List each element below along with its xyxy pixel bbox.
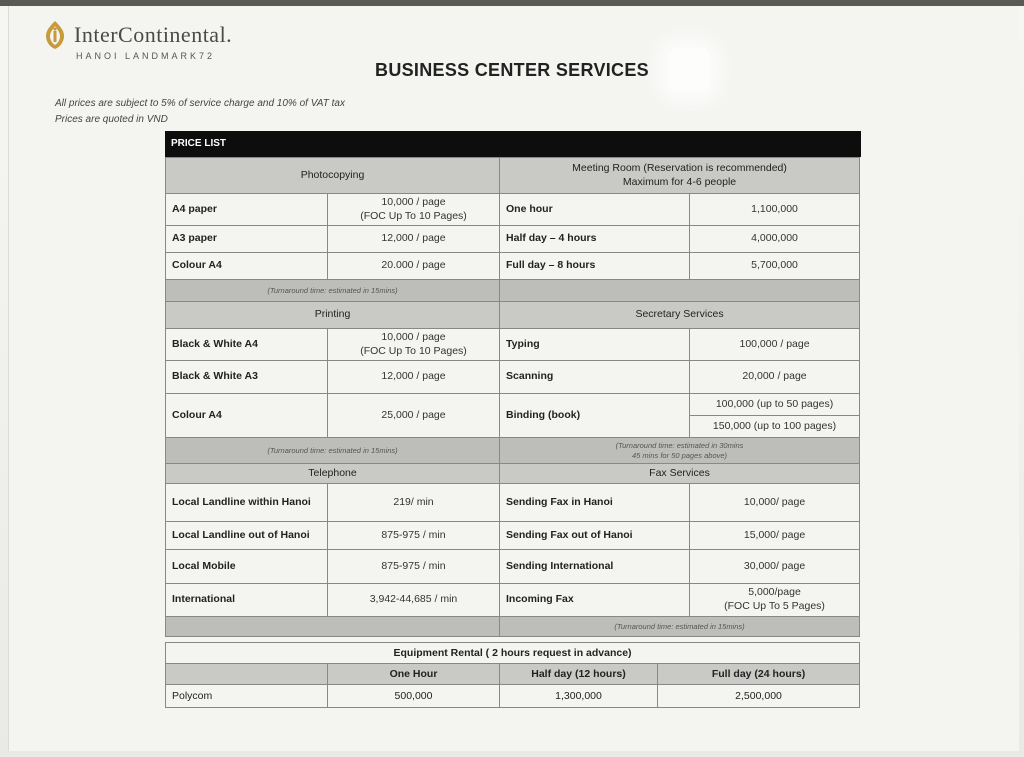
row-value: 10,000 / page (FOC Up To 10 Pages) [328, 329, 500, 361]
row-value: 3,942-44,685 / min [328, 584, 500, 617]
row-label: Sending International [500, 550, 690, 584]
row-label: Local Landline out of Hanoi [166, 522, 328, 550]
row-label: International [166, 584, 328, 617]
equipment-column-header-row [166, 664, 860, 685]
table-row [166, 361, 860, 394]
row-value: 100,000 / page [690, 329, 860, 361]
row-label: Sending Fax out of Hanoi [500, 522, 690, 550]
intercontinental-i-emblem-icon [44, 20, 66, 50]
equipment-heading: Equipment Rental ( 2 hours request in advance) [166, 643, 860, 664]
table-row [166, 226, 860, 253]
table-row [166, 253, 860, 280]
secretary-heading: Secretary Services [500, 302, 860, 329]
note-currency: Prices are quoted in VND [55, 114, 168, 125]
table-row [166, 194, 860, 226]
price-list-label: PRICE LIST [171, 138, 227, 149]
meeting-room-turnaround-empty [500, 280, 860, 302]
column-header-one-hour: One Hour [328, 664, 500, 685]
row-label: Scanning [500, 361, 690, 394]
binding-value-50: 100,000 (up to 50 pages) [715, 398, 834, 410]
row-value: 10,000/ page [690, 484, 860, 522]
row-value: 15,000/ page [690, 522, 860, 550]
brand-subtitle: HANOI LANDMARK72 [76, 51, 216, 61]
table-row [166, 394, 860, 438]
photocopying-turnaround: (Turnaround time: estimated in 15mins) [166, 280, 500, 302]
row-label: Incoming Fax [500, 584, 690, 617]
row-value: 219/ min [328, 484, 500, 522]
row-label: Colour A4 [166, 394, 328, 438]
row-value: 20,000 / page [690, 361, 860, 394]
table-row [166, 685, 860, 708]
meeting-room-heading: Meeting Room (Reservation is recommended) Maximum for 4-6 people [500, 158, 860, 194]
section-header-row [166, 302, 860, 329]
row-value: 875-975 / min [328, 550, 500, 584]
secretary-turnaround: (Turnaround time: estimated in 30mins 45 mins for 50 pages above) [500, 438, 860, 464]
row-label: Sending Fax in Hanoi [500, 484, 690, 522]
turnaround-row [166, 280, 860, 302]
row-label: Colour A4 [166, 253, 328, 280]
row-value: 4,000,000 [690, 226, 860, 253]
fax-turnaround: (Turnaround time: estimated in 15mins) [500, 617, 860, 637]
row-value: 500,000 [328, 685, 500, 708]
row-label: Typing [500, 329, 690, 361]
row-value: 1,100,000 [690, 194, 860, 226]
row-label: Black & White A3 [166, 361, 328, 394]
table-row [166, 522, 860, 550]
binding-value-100: 150,000 (up to 100 pages) [690, 415, 859, 437]
row-value: 1,300,000 [500, 685, 658, 708]
row-value: 2,500,000 [658, 685, 860, 708]
equipment-rental-table [165, 642, 860, 708]
row-value: 12,000 / page [328, 361, 500, 394]
row-value: 875-975 / min [328, 522, 500, 550]
row-value: 20.000 / page [328, 253, 500, 280]
turnaround-row [166, 617, 860, 637]
binding-values [690, 394, 860, 438]
table-row [166, 550, 860, 584]
telephone-turnaround-empty [166, 617, 500, 637]
row-label: Half day – 4 hours [500, 226, 690, 253]
row-label: A3 paper [166, 226, 328, 253]
row-value: 10,000 / page (FOC Up To 10 Pages) [328, 194, 500, 226]
column-header-half-day: Half day (12 hours) [500, 664, 658, 685]
table-row [166, 484, 860, 522]
row-value: 30,000/ page [690, 550, 860, 584]
row-value: 12,000 / page [328, 226, 500, 253]
note-service-charge: All prices are subject to 5% of service charge and 10% of VAT tax [55, 98, 345, 109]
row-value: 5,700,000 [690, 253, 860, 280]
row-label: A4 paper [166, 194, 328, 226]
equipment-heading-row [166, 643, 860, 664]
brand-name: InterContinental. [74, 22, 233, 47]
photocopying-heading: Photocopying [166, 158, 500, 194]
price-list-table [165, 157, 860, 637]
row-label: Full day – 8 hours [500, 253, 690, 280]
equipment-corner-cell [166, 664, 328, 685]
telephone-heading: Telephone [166, 464, 500, 484]
row-value: 25,000 / page [328, 394, 500, 438]
page-title: BUSINESS CENTER SERVICES [375, 60, 649, 80]
row-label: Polycom [166, 685, 328, 708]
section-header-row [166, 158, 860, 194]
price-list-header [165, 131, 861, 157]
row-label: Local Mobile [166, 550, 328, 584]
table-row [166, 329, 860, 361]
printing-heading: Printing [166, 302, 500, 329]
row-label: Black & White A4 [166, 329, 328, 361]
turnaround-row [166, 438, 860, 464]
row-value: 5,000/page (FOC Up To 5 Pages) [690, 584, 860, 617]
row-label: One hour [500, 194, 690, 226]
column-header-full-day: Full day (24 hours) [658, 664, 860, 685]
printing-turnaround: (Turnaround time: estimated in 15mins) [166, 438, 500, 464]
section-header-row [166, 464, 860, 484]
table-row [166, 584, 860, 617]
fax-heading: Fax Services [500, 464, 860, 484]
row-label: Binding (book) [500, 394, 690, 438]
row-label: Local Landline within Hanoi [166, 484, 328, 522]
